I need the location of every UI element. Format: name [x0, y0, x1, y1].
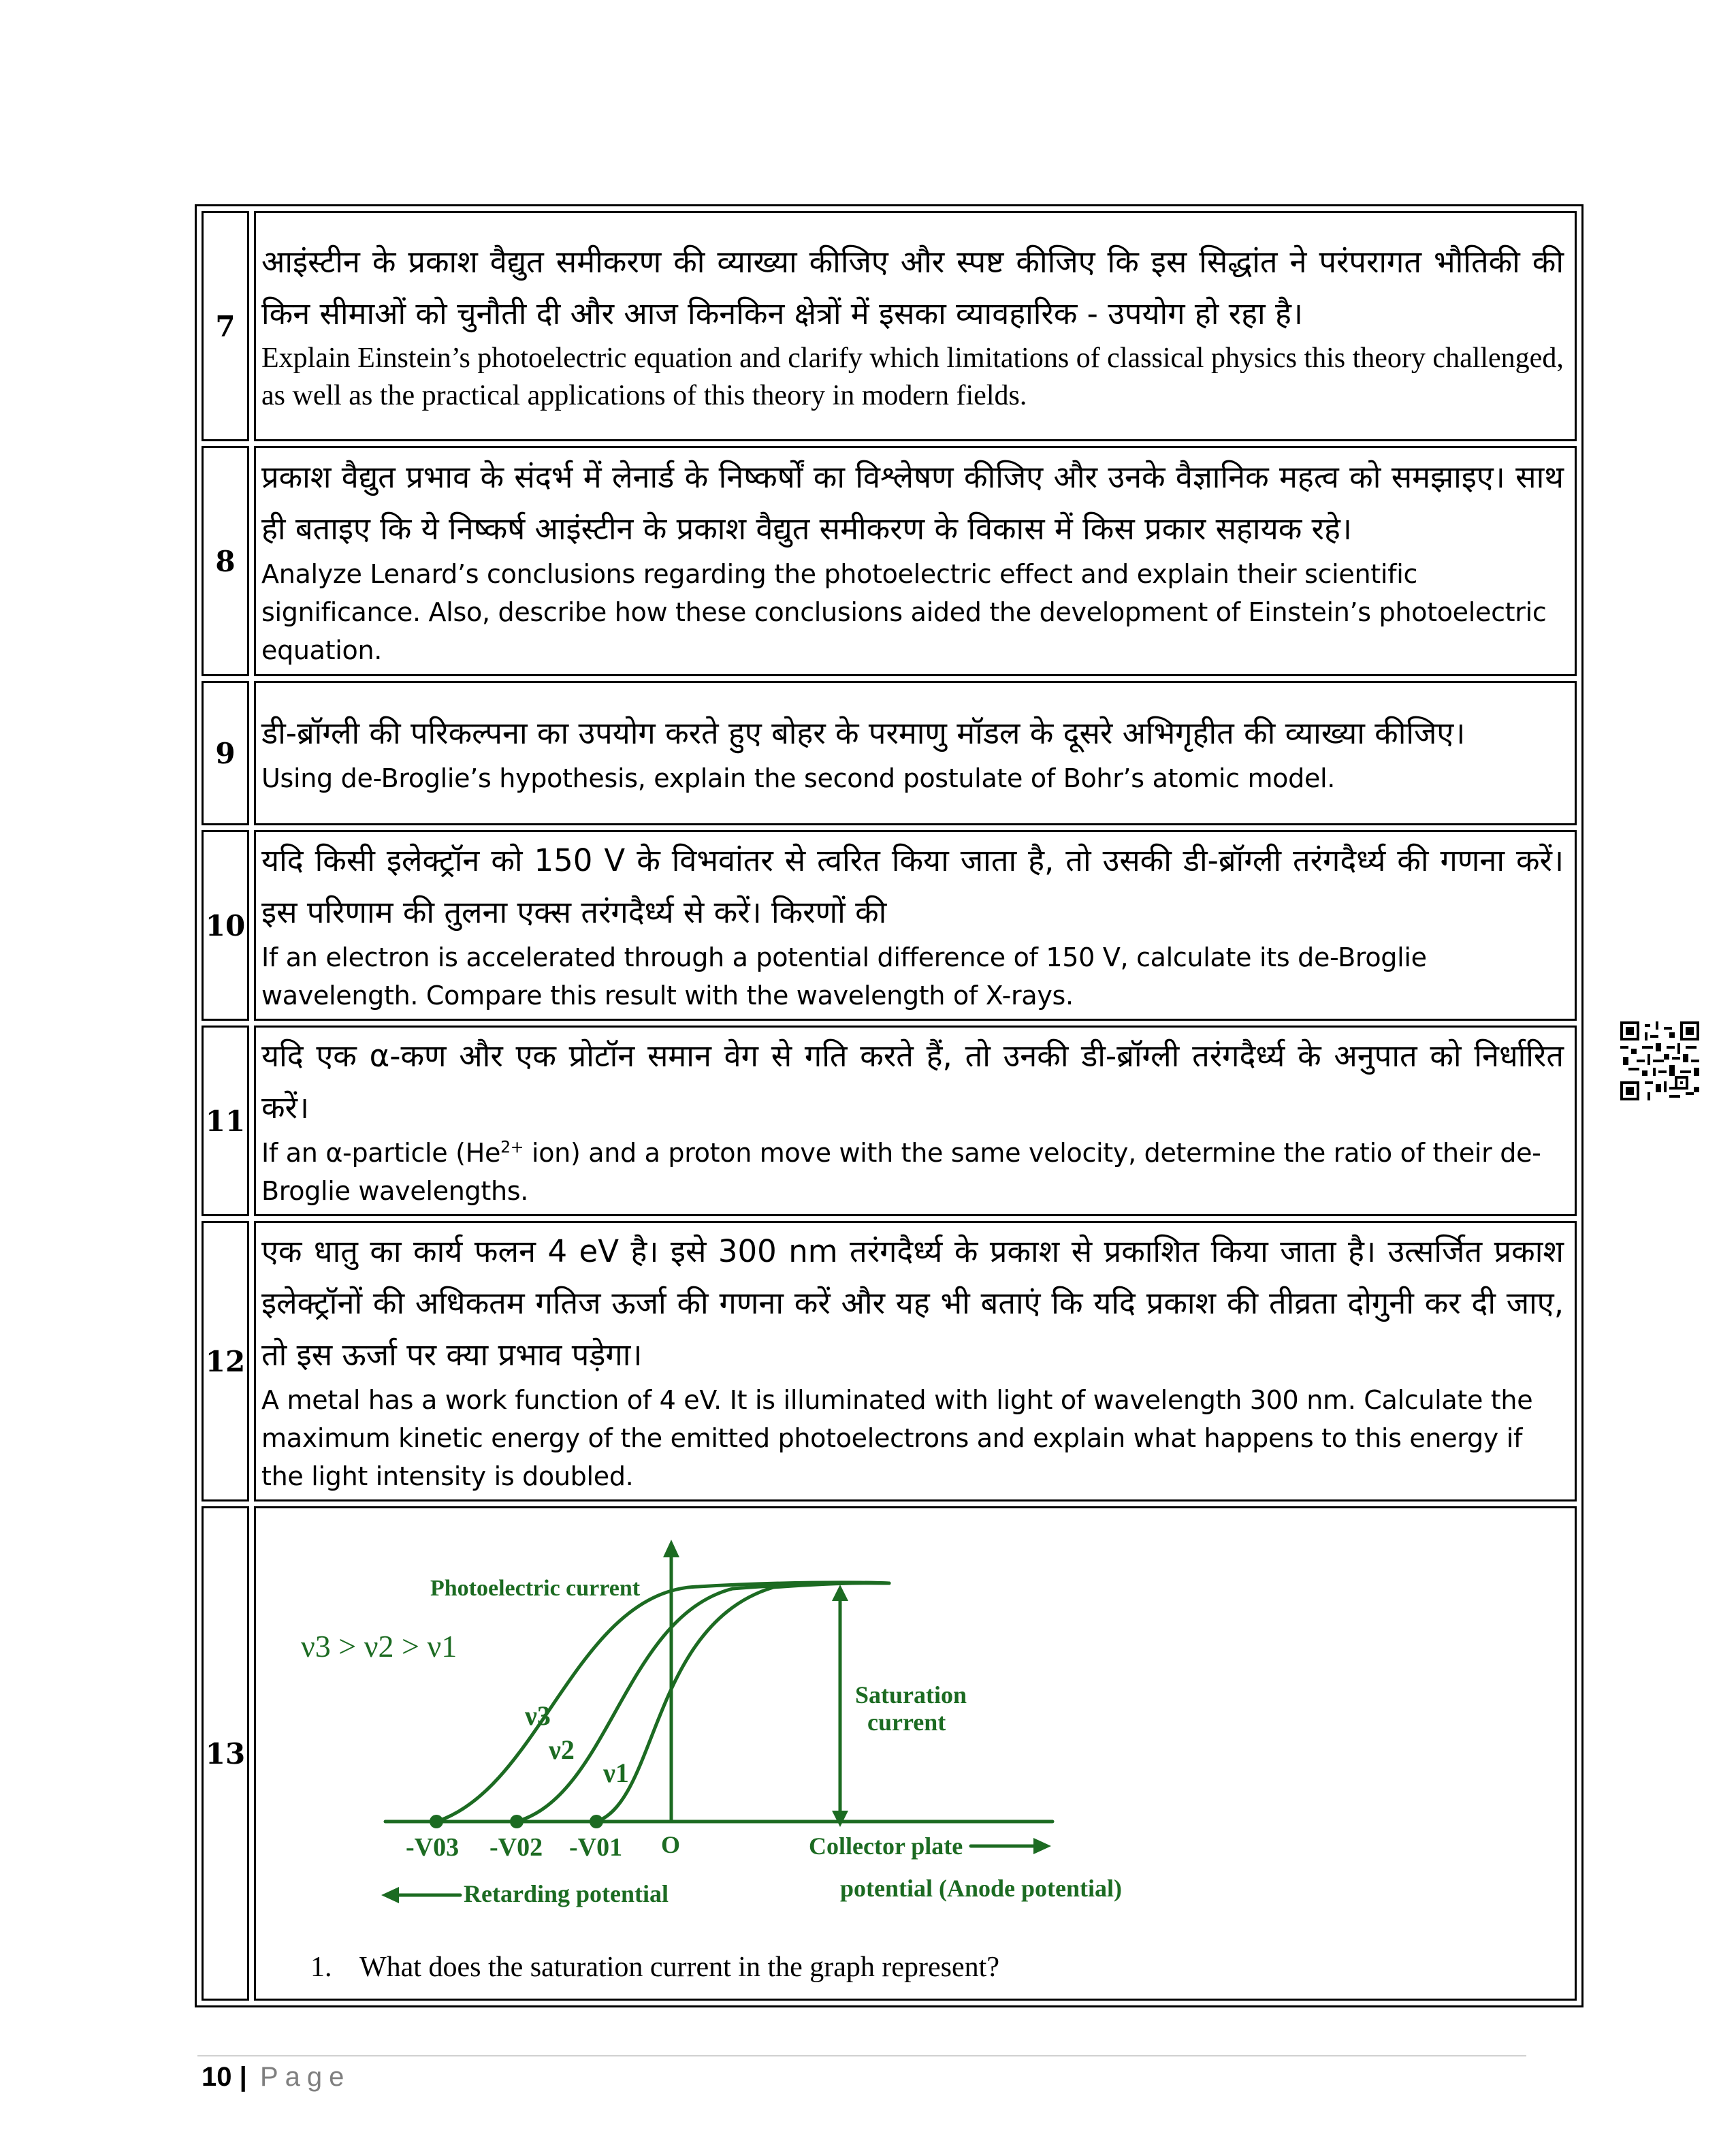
curve-nu2: [517, 1583, 889, 1822]
english-text-part: If an α-particle (He: [261, 1138, 501, 1168]
question-number: 13: [202, 1506, 249, 2001]
question-english-text: Explain Einstein’s photoelectric equation and clarify which limitations of classical physics this theory challenged, as well as the practical applications of this theory in modern fields.: [261, 343, 1564, 411]
question-hindi-text: प्रकाश वैद्युत प्रभाव के संदर्भ में लेनार्ड के निष्कर्षों का विश्लेषण कीजिए और उनके वैज्ञानिक महत्व को समझाइए। साथ ही बताइए कि ये निष्कर्ष आइंस्टीन के प्रकाश वैद्युत समीकरण के विकास में किस प्रकार सहायक रहे।: [261, 459, 1564, 547]
question-number: 10: [202, 830, 249, 1021]
question-hindi-text: आइंस्टीन के प्रकाश वैद्युत समीकरण की व्याख्या कीजिए और स्पष्ट कीजिए कि इस सिद्धांत ने परंपरागत भौतिकी की किन सीमाओं को चुनौती दी और आज किनकिन क्षेत्रों में इसका व्यावहारिक - उपयोग हो रहा है।: [261, 244, 1564, 332]
stop-point-v02: [510, 1815, 524, 1828]
page-number: 10: [202, 2062, 232, 2092]
footer-separator: |: [239, 2062, 247, 2092]
stop-label-v01: -V01: [569, 1833, 623, 1862]
question-english-text: Analyze Lenard’s conclusions regarding the photoelectric effect and explain their scientific significance. Also, describe how these conclusions aided the development of Einstein’s photoelectric equation.: [261, 559, 1547, 665]
saturation-label-line2: current: [867, 1709, 946, 1736]
question-body: [254, 1221, 1577, 1502]
retarding-arrowhead: [381, 1887, 399, 1903]
question-number: 9: [202, 681, 249, 825]
question-hindi-text: यदि किसी इलेक्ट्रॉन को 150 V के विभवांतर से त्वरित किया जाता है, तो उसकी डी-ब्रॉग्ली तरंगदैर्ध्य की गणना करें। इस परिणाम की तुलना एक्स तरंगदैर्ध्य से करें। किरणों की: [261, 842, 1564, 930]
page-label: Page: [259, 2062, 351, 2092]
question-hindi-text: यदि एक α-कण और एक प्रोटॉन समान वेग से गति करते हैं, तो उनकी डी-ब्रॉग्ली तरंगदैर्ध्य के अनुपात को निर्धारित करें।: [261, 1038, 1564, 1126]
question-english-text: [261, 1134, 1564, 1210]
question-row-7: [202, 211, 1577, 441]
question-number: 11: [202, 1026, 249, 1216]
charge-superscript: 2+: [500, 1137, 524, 1157]
question-number: 12: [202, 1221, 249, 1502]
question-body: [254, 1506, 1577, 2001]
origin-label: O: [661, 1831, 681, 1858]
english-text-part: ion) and a proton move with the same velocity, determine the ratio of their de-Broglie wavelengths.: [261, 1138, 1541, 1206]
question-number: 7: [202, 211, 249, 441]
collector-arrowhead: [1033, 1838, 1051, 1854]
y-axis-arrowhead: [663, 1540, 679, 1557]
stop-label-v03: -V03: [406, 1833, 460, 1862]
question-body: [254, 830, 1577, 1021]
frequency-relation: ν3 > ν2 > ν1: [301, 1629, 457, 1664]
subquestion-number: 1.: [310, 1952, 332, 1983]
question-hindi-text: डी-ब्रॉग्ली की परिकल्पना का उपयोग करते हुए बोहर के परमाणु मॉडल के दूसरे अभिगृहीत की व्याख्या कीजिए।: [261, 715, 1466, 751]
y-axis-label: Photoelectric current: [430, 1576, 641, 1601]
saturation-arrowhead-bottom: [832, 1811, 848, 1827]
retarding-label: Retarding potential: [464, 1880, 669, 1907]
x-axis-label-line2: potential (Anode potential): [840, 1875, 1122, 1902]
question-number: 8: [202, 446, 249, 676]
stop-point-v01: [590, 1815, 603, 1828]
graph-figure: [256, 1508, 1141, 1944]
curve-label-nu3: ν3: [525, 1700, 551, 1731]
question-row-11: [202, 1026, 1577, 1216]
qr-code-icon: [1620, 1021, 1699, 1100]
question-body: [254, 1026, 1577, 1216]
page-footer: [202, 2062, 351, 2093]
question-english-text: Using de-Broglie’s hypothesis, explain the second postulate of Bohr’s atomic model.: [261, 763, 1336, 793]
footer-divider: [197, 2055, 1526, 2056]
question-row-10: [202, 830, 1577, 1021]
subquestion-text: What does the saturation current in the graph represent?: [359, 1952, 999, 1983]
stop-point-v03: [430, 1815, 443, 1828]
question-hindi-text: एक धातु का कार्य फलन 4 eV है। इसे 300 nm तरंगदैर्ध्य के प्रकाश से प्रकाशित किया जाता है। उत्सर्जित प्रकाश इलेक्ट्रॉनों की अधिकतम गतिज ऊर्जा की गणना करें और यह भी बताएं कि यदि प्रकाश की तीव्रता दोगुनी कर दी जाए, तो इस ऊर्जा पर क्या प्रभाव पड़ेगा।: [261, 1233, 1564, 1373]
curve-nu1: [596, 1583, 889, 1822]
question-row-9: [202, 681, 1577, 825]
question-row-12: [202, 1221, 1577, 1502]
question-english-text: If an electron is accelerated through a potential difference of 150 V, calculate its de-Broglie wavelength. Compare this result with the wavelength of X-rays.: [261, 942, 1427, 1011]
photoelectric-graph: [256, 1508, 1575, 1999]
x-axis-label-line1: Collector plate: [809, 1832, 963, 1860]
question-english-text: A metal has a work function of 4 eV. It is illuminated with light of wavelength 300 nm. Calculate the maximum kinetic energy of the emitted photoelectrons and explain what happens to this energy if the light intensity is doubled.: [261, 1385, 1533, 1491]
question-body: [254, 211, 1577, 441]
question-row-8: [202, 446, 1577, 676]
curve-nu3: [436, 1583, 889, 1822]
saturation-label-line1: Saturation: [855, 1681, 967, 1709]
question-row-13: [202, 1506, 1577, 2001]
saturation-arrowhead-top: [832, 1585, 848, 1601]
curve-label-nu2: ν2: [549, 1734, 575, 1765]
question-body: [254, 446, 1577, 676]
subquestion: [310, 1951, 999, 1984]
stop-label-v02: -V02: [489, 1833, 543, 1862]
curve-label-nu1: ν1: [603, 1758, 629, 1788]
question-table: [195, 204, 1584, 2007]
question-body: [254, 681, 1577, 825]
